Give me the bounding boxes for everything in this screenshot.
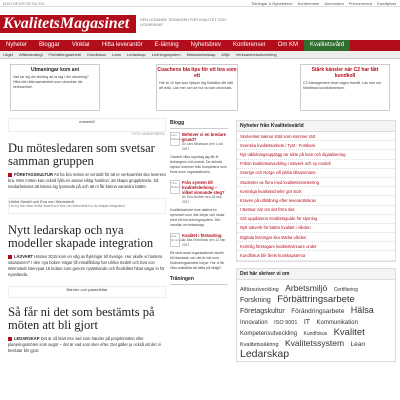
blog-title[interactable]: Kvalitet i förändring	[182, 233, 222, 238]
ad-box[interactable]	[300, 64, 390, 111]
nav-item-nyheter[interactable]: Nyheter	[6, 42, 28, 48]
tag-link[interactable]: Forskning	[240, 296, 271, 304]
blog-byline: Av Lars Niklasson den 1 okt 2017	[182, 142, 223, 151]
news-link[interactable]: Kraven på utbildning efter leverantöskrav	[237, 196, 395, 205]
trainings-heading: Träningen	[170, 276, 228, 285]
blog-entry	[170, 233, 228, 247]
subnav-item[interactable]: Kundfokus	[87, 52, 107, 57]
article-category[interactable]: LÄSVART	[14, 254, 34, 259]
news-link[interactable]: Kvinnliga kvalitetschefer gör stort	[237, 187, 395, 196]
tag-link[interactable]: Hälsa	[350, 304, 374, 315]
image-alt: manesW	[79, 119, 95, 124]
article-image[interactable]	[8, 118, 166, 136]
subnav-item[interactable]: Medarbetarskap	[186, 52, 216, 57]
subnav-item[interactable]: Förbättringsarbete	[48, 52, 82, 57]
news-link[interactable]: Kundfokus blir årets kunskapstema	[237, 251, 395, 260]
tag-link[interactable]: Kvalitetssystem	[284, 337, 345, 348]
top-link-support[interactable]: Kundtjänst	[377, 1, 396, 6]
subnav-item[interactable]: Lean	[112, 52, 122, 57]
tag-cloud	[237, 280, 395, 361]
subnav-item[interactable]: Verksamhetsutveckling	[235, 52, 277, 57]
nav-item-om-km[interactable]: Om KM	[277, 42, 299, 48]
top-link-magazines[interactable]: Tidningar & Nyhetsbrev	[250, 1, 293, 6]
blog-byline: Av Tina Bothén den 28 sep 2017	[182, 195, 222, 204]
site-header	[0, 7, 400, 39]
article-category[interactable]: LEDARSKAP	[14, 336, 40, 341]
tag-link[interactable]: Certifiering	[333, 286, 358, 293]
sub-nav	[0, 51, 400, 59]
blog-body: Oavsett vilka uppdrag jag får är ledningens roll central. De största styrkor kommer från kompetens som finns inom organisationen.	[170, 155, 227, 174]
tag-link[interactable]: Kompetensutveckling	[240, 330, 298, 337]
ad-title: Coachens bla tips för ett bra som ett	[157, 67, 237, 79]
article-lede-text: Att ha bra möten är centralt för att er verksamhet ska leverera bra. Men möten kan också fylla en annan viktig funktion: att skapa gruppkänsla. Så medarbetarna att känna sig lyssnade på och att ni får känna varandra bättre.	[8, 172, 166, 189]
main-nav	[0, 40, 400, 51]
blog-column	[170, 120, 228, 288]
photo-credit: FOTO: MANNERBERG	[131, 132, 165, 136]
article-lede	[8, 336, 166, 354]
tag-cloud-heading: Det här skriver vi om	[237, 269, 395, 280]
blog-entry	[170, 180, 228, 204]
article-category[interactable]: FÖRETAGSKULTUR	[14, 172, 53, 177]
top-link-subscribe[interactable]: Prenumerera	[348, 1, 373, 6]
subnav-item[interactable]: Läget	[3, 52, 14, 57]
blog-body: Kvalitetsarbete inne dallest en synvinkel som inte börjar och slutar med ett bra ledningssystem. Det handlar om ledarskap.	[170, 208, 225, 227]
category-square-icon	[8, 255, 12, 259]
article-lede-text: Hösten 2015 kom en våg av flyktingar till Sverige. Hur skulle vi hantera situationen? I den nya boken Vägar till inmalfilskap har Ulrika Sedell och Eva von Wernstedt intervjuat 15 ledare som genom nytänkande och flexibilitet hittat vägar in för nyanlända.	[8, 254, 165, 277]
blog-entry	[170, 132, 228, 151]
tag-link[interactable]: Affärsutveckling	[240, 286, 279, 293]
article-lede	[8, 254, 166, 278]
ad-text: C2 Management visar vägen framåt. Läs mer om förbättrad kundkännedom.	[303, 81, 382, 90]
subnav-item[interactable]: Ledningssystem	[151, 52, 181, 57]
ad-title: Stärk känsler när C2 har fått kundkoll	[311, 67, 379, 79]
news-panel	[236, 120, 396, 262]
article-image[interactable]	[8, 286, 166, 298]
site-tagline: DEN LEDANDE TIDNINGEN FÖR KVALITET OCH LEDARSKAP	[140, 18, 227, 27]
news-link[interactable]: Studenter av flera med kvalitetsinvestering	[237, 178, 395, 187]
tag-link[interactable]: Arbetsmiljö	[285, 282, 328, 293]
blog-body: Ett stort antal organisationer skulle bli blandade och det är här som förändringsarbetet börjar. Hur vi får våra anställda att delta på riktigt?	[170, 251, 225, 270]
tag-link[interactable]: Förbättringsarbete	[277, 293, 355, 305]
news-link[interactable]: Skolverket saknar stöd som kommer rätt	[237, 132, 395, 141]
news-link[interactable]: Nyt utbildningsupplägg tar sikte på lean och digitalisering	[237, 150, 395, 159]
tag-link[interactable]: Lean	[350, 340, 365, 348]
article-headline[interactable]: Så får ni det som bestämts på möten att bli gjort	[8, 305, 155, 332]
article-image[interactable]	[8, 198, 166, 214]
article-headline[interactable]: Du mötesledaren som svetsar samman gruppen	[8, 141, 155, 168]
nav-item-vinklar[interactable]: Vinklar	[71, 42, 90, 48]
tag-link[interactable]: Ledarskap	[240, 347, 290, 360]
image-caption: I en ny bok visar Ulrika Sedell och Eva von Wernstedt hur du skapar integration.	[9, 204, 126, 208]
article-lede	[8, 172, 166, 190]
nav-item-kvalitetsvard[interactable]: Kvalitetsvård	[304, 40, 350, 51]
image-alt: Ulrika Sedell och Eva von Wernstedt	[9, 199, 74, 204]
subnav-item[interactable]: Ledarskap	[127, 52, 146, 57]
news-link[interactable]: SIS uppdaterar Kvalitetsguide för styrning	[237, 215, 395, 224]
ad-box[interactable]	[10, 64, 100, 111]
category-square-icon	[8, 173, 12, 177]
nav-item-elarning[interactable]: E-lärning	[154, 42, 179, 48]
ad-box[interactable]	[156, 64, 238, 111]
nav-item-konferenser[interactable]: Konferenser	[233, 42, 266, 48]
tag-link[interactable]: Förändringsarbete	[291, 307, 345, 315]
tag-link[interactable]: Kvalitetssäkring	[240, 341, 279, 348]
tag-link[interactable]: IT	[303, 318, 311, 326]
blog-byline: Av Åsa Rönnbäck den 12 sep 2017	[182, 238, 226, 247]
main-column	[8, 118, 166, 354]
tag-link[interactable]: Kommunikation	[316, 319, 358, 326]
tag-cloud-panel	[236, 268, 396, 362]
news-link[interactable]: I Bettnar när om det förra slut	[237, 206, 395, 215]
news-link[interactable]: Svenska kvalitetsarbete i Tyst - Forskare	[237, 141, 395, 150]
article-headline[interactable]: Nytt ledarskap och nya modeller skapade integration	[8, 223, 154, 250]
blog-title[interactable]: Från system till kvalitetsledning – vilket vinnande steg?	[182, 180, 225, 195]
tag-link[interactable]: Innovation	[240, 319, 268, 326]
ad-title: Utmaningar kom ani	[30, 67, 80, 73]
article-lede-text: Det är så klart inte vad som händer på projektmöten eller planeringsmöten som avgör – det är vad som sker efter. Det gäller ju också att det ni beslutar blir gjort.	[8, 336, 161, 353]
nav-item-hitta-leverantor[interactable]: Hitta leverantör	[101, 42, 143, 48]
top-links	[251, 1, 396, 6]
news-link[interactable]: Frikön kvalitetsutveckling i nätverk och ny modell	[237, 160, 395, 169]
topbar	[0, 0, 400, 7]
nav-item-nyhetsbrev[interactable]: Nyhetsbrev	[190, 42, 221, 48]
nav-item-bloggar[interactable]: Bloggar	[39, 42, 60, 48]
top-link-advertise[interactable]: Annonsera	[324, 1, 344, 6]
news-link[interactable]: Sverige och Norge vill jobba tillsammans	[237, 169, 395, 178]
news-link[interactable]: Digitala lösningar ska stärka vården	[237, 233, 395, 242]
top-link-conferences[interactable]: Konferenser	[297, 1, 320, 6]
blogger-avatar[interactable]: Lars Niklasson	[170, 132, 180, 146]
tag-link[interactable]: ISO 9001	[274, 319, 298, 326]
tag-link[interactable]: Kundfokus	[303, 330, 328, 337]
news-link[interactable]: Nytt nätverk för bättre kvalitet i vården	[237, 224, 395, 233]
blogger-avatar[interactable]: Tina Bothén	[170, 180, 180, 194]
category-square-icon	[8, 337, 12, 341]
news-panel-heading: Nyheter från Kvalitetsvärld	[237, 121, 395, 132]
tag-link[interactable]: Kvalitet	[333, 326, 365, 338]
blogger-avatar[interactable]: Åsa Rönnbäck	[170, 233, 180, 247]
site-logo[interactable]: KvalitetsMagasinet	[0, 15, 136, 33]
publisher-brand: MAGHENPORTALEN	[3, 1, 45, 6]
image-alt: Bänder och passelbitar	[66, 287, 108, 292]
tag-link[interactable]: Företagskultur	[240, 307, 285, 315]
subnav-item[interactable]: Miljö	[221, 52, 230, 57]
blog-title[interactable]: Behöver vi en bredare grund?	[182, 132, 226, 142]
subnav-item[interactable]: Affärsstrategi	[19, 52, 43, 57]
ad-text: Här är 10 tips som hjälper dig förbättra ditt sätt att leda. Läs mer och se hur du kan utvecklas.	[159, 81, 233, 90]
right-column	[236, 120, 396, 368]
ad-text: Vad tar sig din ledning att ta tag i din utmaning? Hitta det rätta samarbetet som utvecklar din verksamhet.	[13, 75, 89, 89]
news-link[interactable]: Kvinnlig företagare kvalitetsvinnare under	[237, 242, 395, 251]
blog-heading: Blogg	[170, 120, 228, 129]
